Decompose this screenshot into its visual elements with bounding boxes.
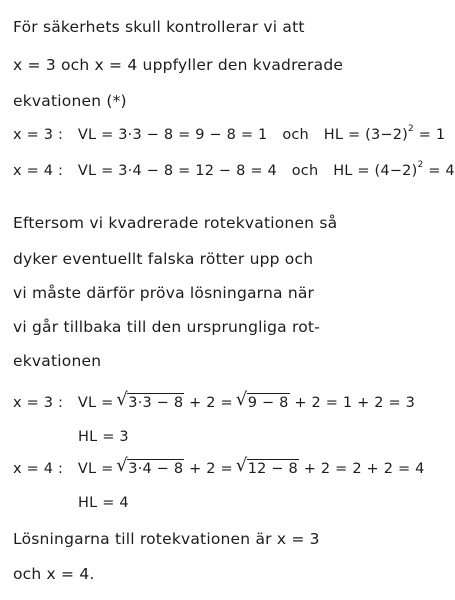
root-check-x4 (13, 455, 425, 480)
check-vl: VL = 3·3 − 8 = 9 − 8 = 1 (77, 127, 268, 143)
root-check-x-label: x = 4 : (13, 461, 64, 477)
radicand-2: 9 − 8 (247, 395, 289, 411)
square-root-1: √ 3·3 − 8 (116, 389, 184, 411)
squared-check-x3 (13, 124, 445, 146)
square-root-2: √ 12 − 8 (235, 455, 298, 477)
explanation-line-4: vi går tillbaka till den ursprungliga rot- (13, 318, 320, 336)
radicand-1: 3·4 − 8 (128, 461, 184, 477)
check-x-label: x = 4 : (13, 163, 64, 179)
radicand-1: 3·3 − 8 (128, 395, 184, 411)
check-hl-base: HL = (4−2) (333, 163, 418, 179)
check-hl-base: HL = (3−2) (323, 127, 409, 143)
root-check-tail: + 2 = 2 + 2 = 4 (303, 461, 425, 477)
square-root-2: √ 9 − 8 (235, 389, 289, 411)
radicand-2: 12 − 8 (247, 461, 298, 477)
root-check-mid: + 2 = (189, 395, 233, 411)
explanation-line-3: vi måste därför pröva lösningarna när (13, 284, 315, 302)
check-x-label: x = 3 : (13, 127, 64, 143)
intro-line-2: x = 3 och x = 4 uppfyller den kvadrerade (13, 56, 344, 74)
conclusion-line-2: och x = 4. (13, 565, 95, 583)
check-hl-exponent: 2 (417, 160, 424, 170)
intro-line-1: För säkerhets skull kontrollerar vi att (13, 18, 305, 36)
root-check-x3 (13, 389, 416, 414)
check-hl-result: = 1 (413, 127, 446, 143)
root-check-x3-hl: HL = 3 (78, 429, 129, 445)
explanation-line-5: ekvationen (13, 352, 102, 370)
root-check-vl-prefix: VL = (77, 395, 114, 411)
root-check-vl-prefix: VL = (77, 461, 114, 477)
root-check-x4-hl: HL = 4 (78, 495, 129, 511)
root-check-x-label: x = 3 : (13, 395, 64, 411)
explanation-line-2: dyker eventuellt falska rötter upp och (13, 250, 314, 268)
root-check-mid: + 2 = (189, 461, 233, 477)
check-hl-result: = 4 (423, 163, 455, 179)
conclusion-line-1: Lösningarna till rotekvationen är x = 3 (13, 530, 320, 548)
intro-line-3: ekvationen (*) (13, 92, 127, 110)
check-hl-exponent: 2 (408, 124, 414, 134)
check-vl: VL = 3·4 − 8 = 12 − 8 = 4 (77, 163, 277, 179)
square-root-1: √ 3·4 − 8 (116, 455, 184, 477)
squared-check-x4 (13, 160, 455, 182)
explanation-line-1: Eftersom vi kvadrerade rotekvationen så (13, 214, 338, 232)
root-check-tail: + 2 = 1 + 2 = 3 (294, 395, 416, 411)
check-och: och (291, 163, 319, 179)
check-och: och (282, 127, 309, 143)
